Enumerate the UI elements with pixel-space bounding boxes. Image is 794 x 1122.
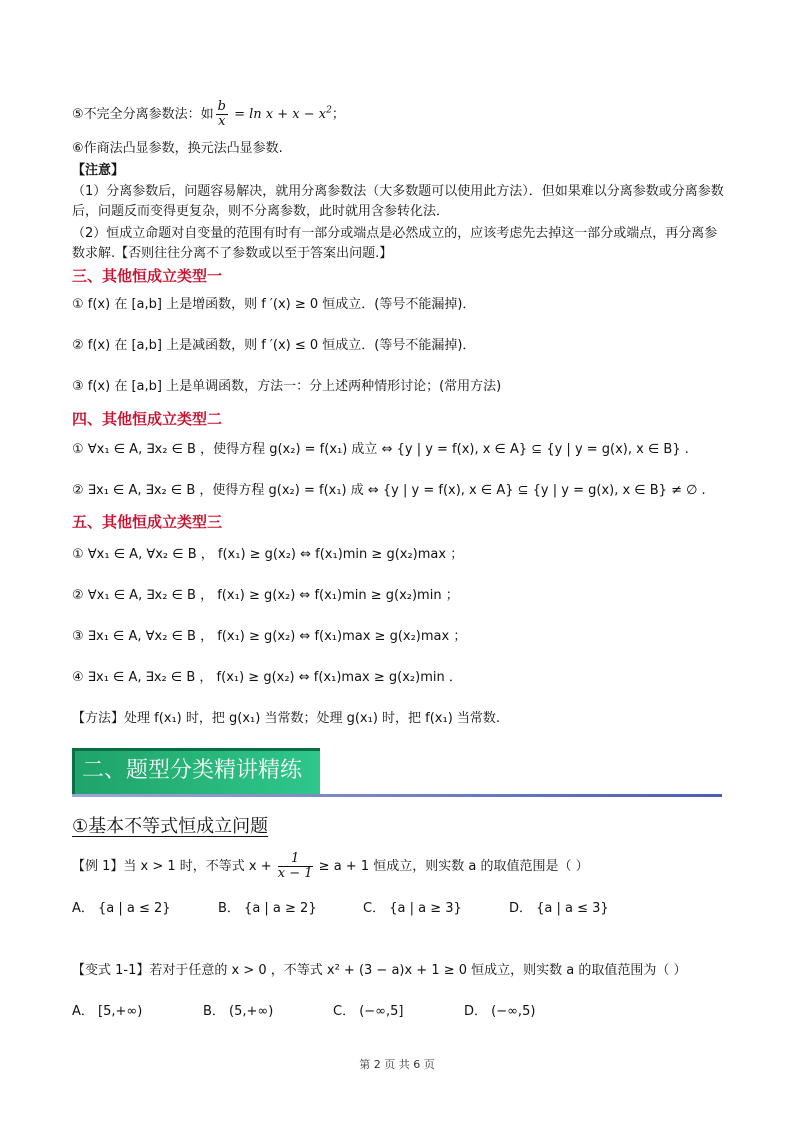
variant-1-1-option-b[interactable]: B． (5,+∞) — [203, 1004, 274, 1019]
variant-1-1-stem: 【变式 1-1】若对于任意的 x > 0 ，不等式 x² + (3 − a)x + 1 ≥ 0 恒成立，则实数 a 的取值范围为（ ） — [72, 963, 687, 978]
method-5-formula: = ln x + x − x — [229, 107, 327, 122]
example-1-option-b[interactable]: B． {a | a ≥ 2} — [218, 901, 317, 916]
fraction-denominator: x — [218, 114, 226, 129]
section-3-title: 三、其他恒成立类型一 — [72, 267, 223, 285]
exponent: 2 — [326, 105, 332, 116]
example-1-stem — [72, 852, 589, 881]
fraction-numerator: 1 — [278, 852, 313, 867]
example-1-suffix: ≥ a + 1 恒成立，则实数 a 的取值范围是（ ） — [314, 859, 589, 874]
section-5-item-1: ① ∀x₁ ∈ A, ∀x₂ ∈ B ， f(x₁) ≥ g(x₂) ⇔ f(x₁)min ≥ g(x₂)max ； — [72, 547, 464, 562]
section-5-title: 五、其他恒成立类型三 — [72, 513, 223, 531]
note-title: 【注意】 — [72, 163, 125, 178]
method-5-line — [72, 100, 345, 129]
punct: ； — [331, 107, 345, 122]
page-footer: 第 2 页 共 6 页 — [359, 1058, 435, 1071]
section-5-item-2: ② ∀x₁ ∈ A, ∃x₂ ∈ B ， f(x₁) ≥ g(x₂) ⇔ f(x₁)min ≥ g(x₂)min ； — [72, 588, 459, 603]
section-divider — [72, 794, 722, 797]
fraction-1-over-x-minus-1 — [278, 852, 313, 881]
section-3-item-1: ① f(x) 在 [a,b] 上是增函数，则 f ′(x) ≥ 0 恒成立．(等号不能漏掉)． — [72, 297, 476, 312]
fraction-b-over-x — [216, 100, 228, 129]
method-note: 【方法】处理 f(x₁) 时，把 g(x₁) 当常数；处理 g(x₁) 时，把 f(x₁) 当常数. — [72, 711, 501, 726]
variant-1-1-option-d[interactable]: D． (−∞,5) — [464, 1004, 536, 1019]
section-5-item-3: ③ ∃x₁ ∈ A, ∀x₂ ∈ B ， f(x₁) ≥ g(x₂) ⇔ f(x₁)max ≥ g(x₂)max ； — [72, 629, 467, 644]
section-3-item-2: ② f(x) 在 [a,b] 上是减函数，则 f ′(x) ≤ 0 恒成立．(等号不能漏掉)． — [72, 338, 476, 353]
section-4-item-2: ② ∃x₁ ∈ A, ∃x₂ ∈ B ，使得方程 g(x₂) = f(x₁) 成 ⇔ {y | y = f(x), x ∈ A} ⊆ {y | y = g(x), x ∈ B} ≠ ∅ . — [72, 483, 706, 498]
subsection-heading: ①基本不等式恒成立问题 — [72, 816, 269, 837]
example-1-option-d[interactable]: D． {a | a ≤ 3} — [509, 901, 609, 916]
example-1-option-a[interactable]: A． {a | a ≤ 2} — [72, 901, 171, 916]
variant-1-1-option-a[interactable]: A． [5,+∞) — [72, 1004, 143, 1019]
method-6-line: ⑥作商法凸显参数，换元法凸显参数. — [72, 141, 283, 156]
section-4-item-1: ① ∀x₁ ∈ A, ∃x₂ ∈ B ，使得方程 g(x₂) = f(x₁) 成立 ⇔ {y | y = f(x), x ∈ A} ⊆ {y | y = g(x), x ∈ B} . — [72, 442, 689, 457]
example-1-prefix: 【例 1】当 x > 1 时，不等式 x + — [72, 859, 276, 874]
fraction-denominator: x − 1 — [277, 866, 313, 881]
fraction-numerator: b — [217, 99, 226, 114]
section-banner: 二、题型分类精讲精练 — [72, 748, 320, 794]
example-1-option-c[interactable]: C． {a | a ≥ 3} — [363, 901, 462, 916]
section-5-item-4: ④ ∃x₁ ∈ A, ∃x₂ ∈ B ， f(x₁) ≥ g(x₂) ⇔ f(x₁)max ≥ g(x₂)min ． — [72, 670, 462, 685]
note-1: （1）分离参数后，问题容易解决，就用分离参数法（大多数题可以使用此方法）．但如果难以分离参数或分离参数后，问题反而变得更复杂，则不分离参数，此时就用含参转化法． — [72, 184, 724, 219]
variant-1-1-option-c[interactable]: C． (−∞,5] — [333, 1004, 404, 1019]
section-4-title: 四、其他恒成立类型二 — [72, 410, 223, 428]
section-3-item-3: ③ f(x) 在 [a,b] 上是单调函数，方法一：分上述两种情形讨论；(常用方法) — [72, 379, 502, 394]
method-5-text: ⑤不完全分离参数法：如 — [72, 107, 214, 122]
note-2: （2）恒成立命题对自变量的范围有时有一部分或端点是必然成立的，应该考虑先去掉这一部分或端点，再分离参数求解.【否则往往分离不了参数或以至于答案出问题.】 — [72, 226, 718, 261]
